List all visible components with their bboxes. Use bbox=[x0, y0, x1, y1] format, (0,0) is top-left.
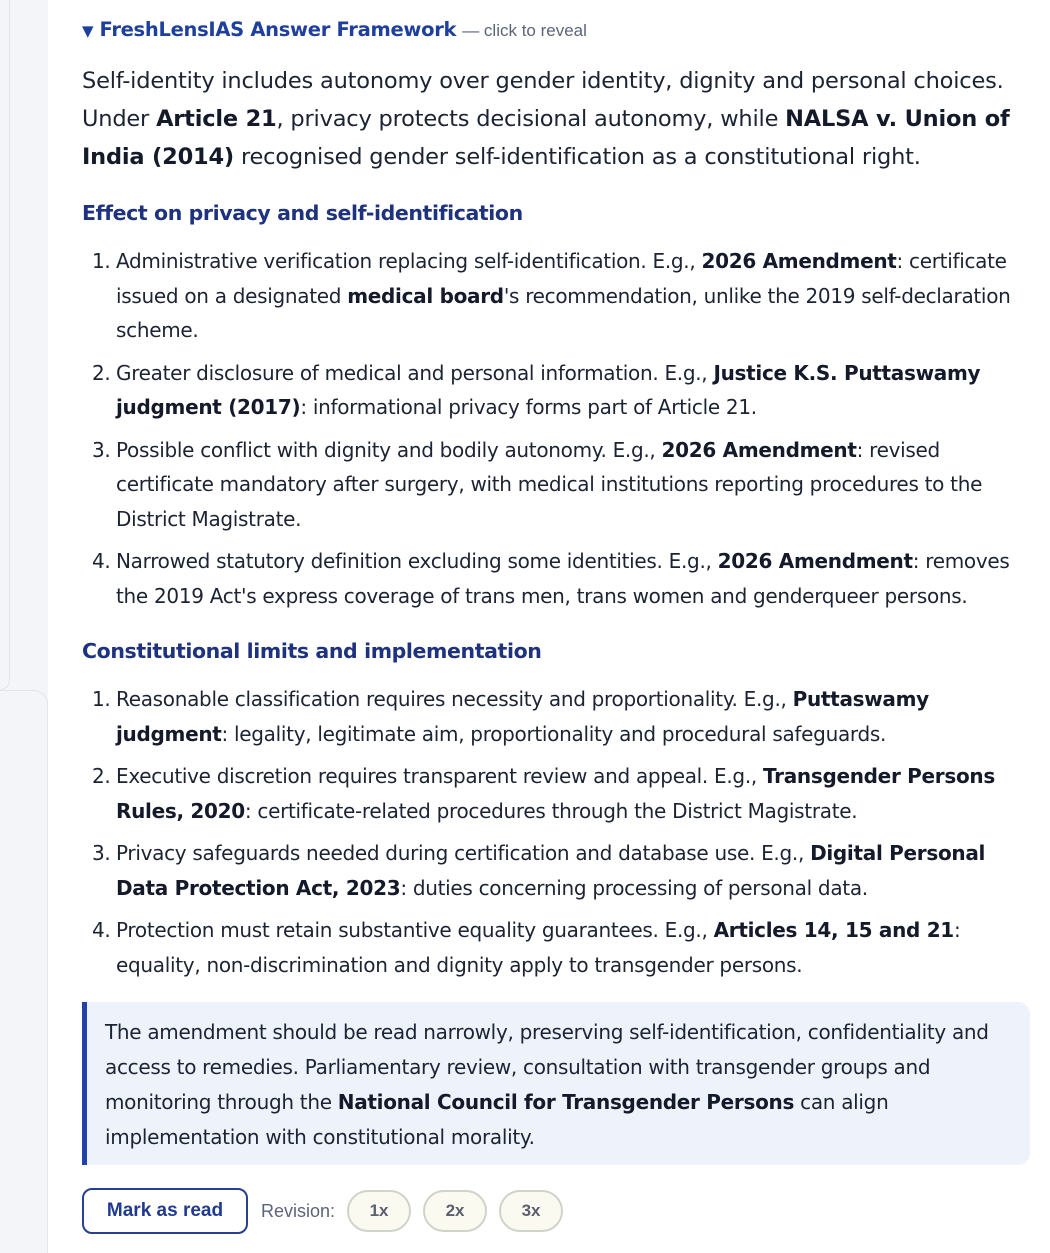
list-item-number: 1. bbox=[92, 687, 111, 711]
list-item-number: 2. bbox=[92, 360, 111, 385]
revision-2x-button[interactable]: 2x bbox=[423, 1190, 487, 1232]
emphasis-term: 2026 Amendment bbox=[701, 249, 897, 273]
emphasis-term: Digital Personal Data Protection Act, 2023 bbox=[116, 841, 986, 900]
mark-as-read-button[interactable]: Mark as read bbox=[82, 1188, 248, 1234]
answer-card bbox=[48, 0, 1050, 1253]
framework-title: FreshLensIAS Answer Framework bbox=[99, 18, 457, 41]
list-item bbox=[92, 682, 1038, 751]
list-item-number: 3. bbox=[92, 841, 111, 865]
section-heading-limits: Constitutional limits and implementation bbox=[82, 639, 542, 663]
revision-1x-button[interactable]: 1x bbox=[347, 1190, 411, 1232]
list-item bbox=[92, 759, 1038, 828]
emphasis-term: Justice K.S. Puttaswamy judgment (2017) bbox=[116, 360, 981, 419]
emphasis-term: 2026 Amendment bbox=[717, 549, 913, 573]
framework-intro: Self-identity includes autonomy over gender identity, dignity and personal choices. Under Article 21, privacy protects decisional autonomy, while NALSA v. Union of India (2014) recognised gender self-identification as a constitutional right. bbox=[82, 68, 1010, 170]
revision-3x-button[interactable]: 3x bbox=[499, 1190, 563, 1232]
list-item-text: Greater disclosure of medical and personal information. E.g., Justice K.S. Puttaswamy judgment (2017): informational privacy forms part of Article 21. bbox=[116, 360, 981, 419]
list-item bbox=[92, 913, 1038, 982]
emphasis-term: Transgender Persons Rules, 2020 bbox=[116, 764, 995, 823]
list-item-text: Reasonable classification requires necessity and proportionality. E.g., Puttaswamy judgment: legality, legitimate aim, proportionality and procedural safeguards. bbox=[116, 687, 929, 746]
list-item-text: Narrowed statutory definition excluding some identities. E.g., 2026 Amendment: removes the 2019 Act's express coverage of trans men, trans women and genderqueer persons. bbox=[116, 549, 1010, 608]
list-item-number: 2. bbox=[92, 764, 111, 788]
section-heading-effect: Effect on privacy and self-identification bbox=[82, 201, 523, 225]
list-item-text: Administrative verification replacing self-identification. E.g., 2026 Amendment: certificate issued on a designated medical board's recommendation, unlike the 2019 self-declaration scheme. bbox=[116, 249, 1011, 342]
list-item-number: 1. bbox=[92, 249, 111, 273]
limits-points-list bbox=[92, 682, 1038, 990]
list-item-number: 3. bbox=[92, 437, 111, 462]
emphasis-term: National Council for Transgender Persons bbox=[337, 1090, 795, 1114]
sidebar-panel-edge bbox=[0, 0, 10, 690]
emphasis-term: Puttaswamy judgment bbox=[116, 687, 929, 746]
reveal-hint: — click to reveal bbox=[462, 21, 587, 40]
emphasis-term: Article 21 bbox=[156, 106, 277, 132]
sidebar-panel-edge-lower bbox=[0, 690, 48, 1253]
list-item-text: Protection must retain substantive equality guarantees. E.g., Articles 14, 15 and 21: equality, non-discrimination and dignity apply to transgender persons. bbox=[116, 918, 961, 977]
list-item-number: 4. bbox=[92, 918, 111, 942]
list-item-number: 4. bbox=[92, 549, 111, 573]
emphasis-term: Articles 14, 15 and 21 bbox=[713, 918, 954, 942]
triangle-down-icon: ▼ bbox=[82, 22, 94, 40]
action-bar bbox=[82, 1188, 563, 1234]
framework-disclosure-toggle[interactable] bbox=[82, 18, 587, 41]
list-item-text: Privacy safeguards needed during certification and database use. E.g., Digital Personal Data Protection Act, 2023: duties concerning processing of personal data. bbox=[116, 841, 986, 900]
list-item bbox=[92, 544, 1038, 613]
list-item bbox=[92, 433, 1038, 537]
list-item-text: Possible conflict with dignity and bodily autonomy. E.g., 2026 Amendment: revised certificate mandatory after surgery, with medical institutions reporting procedures to the District Magistrate. bbox=[116, 437, 983, 531]
list-item bbox=[92, 356, 1038, 425]
emphasis-term: NALSA v. Union of India (2014) bbox=[82, 106, 1010, 170]
list-item-text: Executive discretion requires transparent review and appeal. E.g., Transgender Persons Rules, 2020: certificate-related procedures through the District Magistrate. bbox=[116, 764, 995, 823]
list-item bbox=[92, 244, 1038, 348]
emphasis-term: medical board bbox=[347, 283, 504, 308]
effect-points-list bbox=[92, 244, 1038, 621]
list-item bbox=[92, 836, 1038, 905]
emphasis-term: 2026 Amendment bbox=[661, 437, 857, 462]
revision-label: Revision: bbox=[261, 1200, 336, 1221]
conclusion-callout: The amendment should be read narrowly, preserving self-identification, confidentiality and access to remedies. Parliamentary review, consultation with transgender groups and monitoring through the National Council for Transgender Persons can align implementation with constitutional morality. bbox=[82, 1002, 1030, 1165]
